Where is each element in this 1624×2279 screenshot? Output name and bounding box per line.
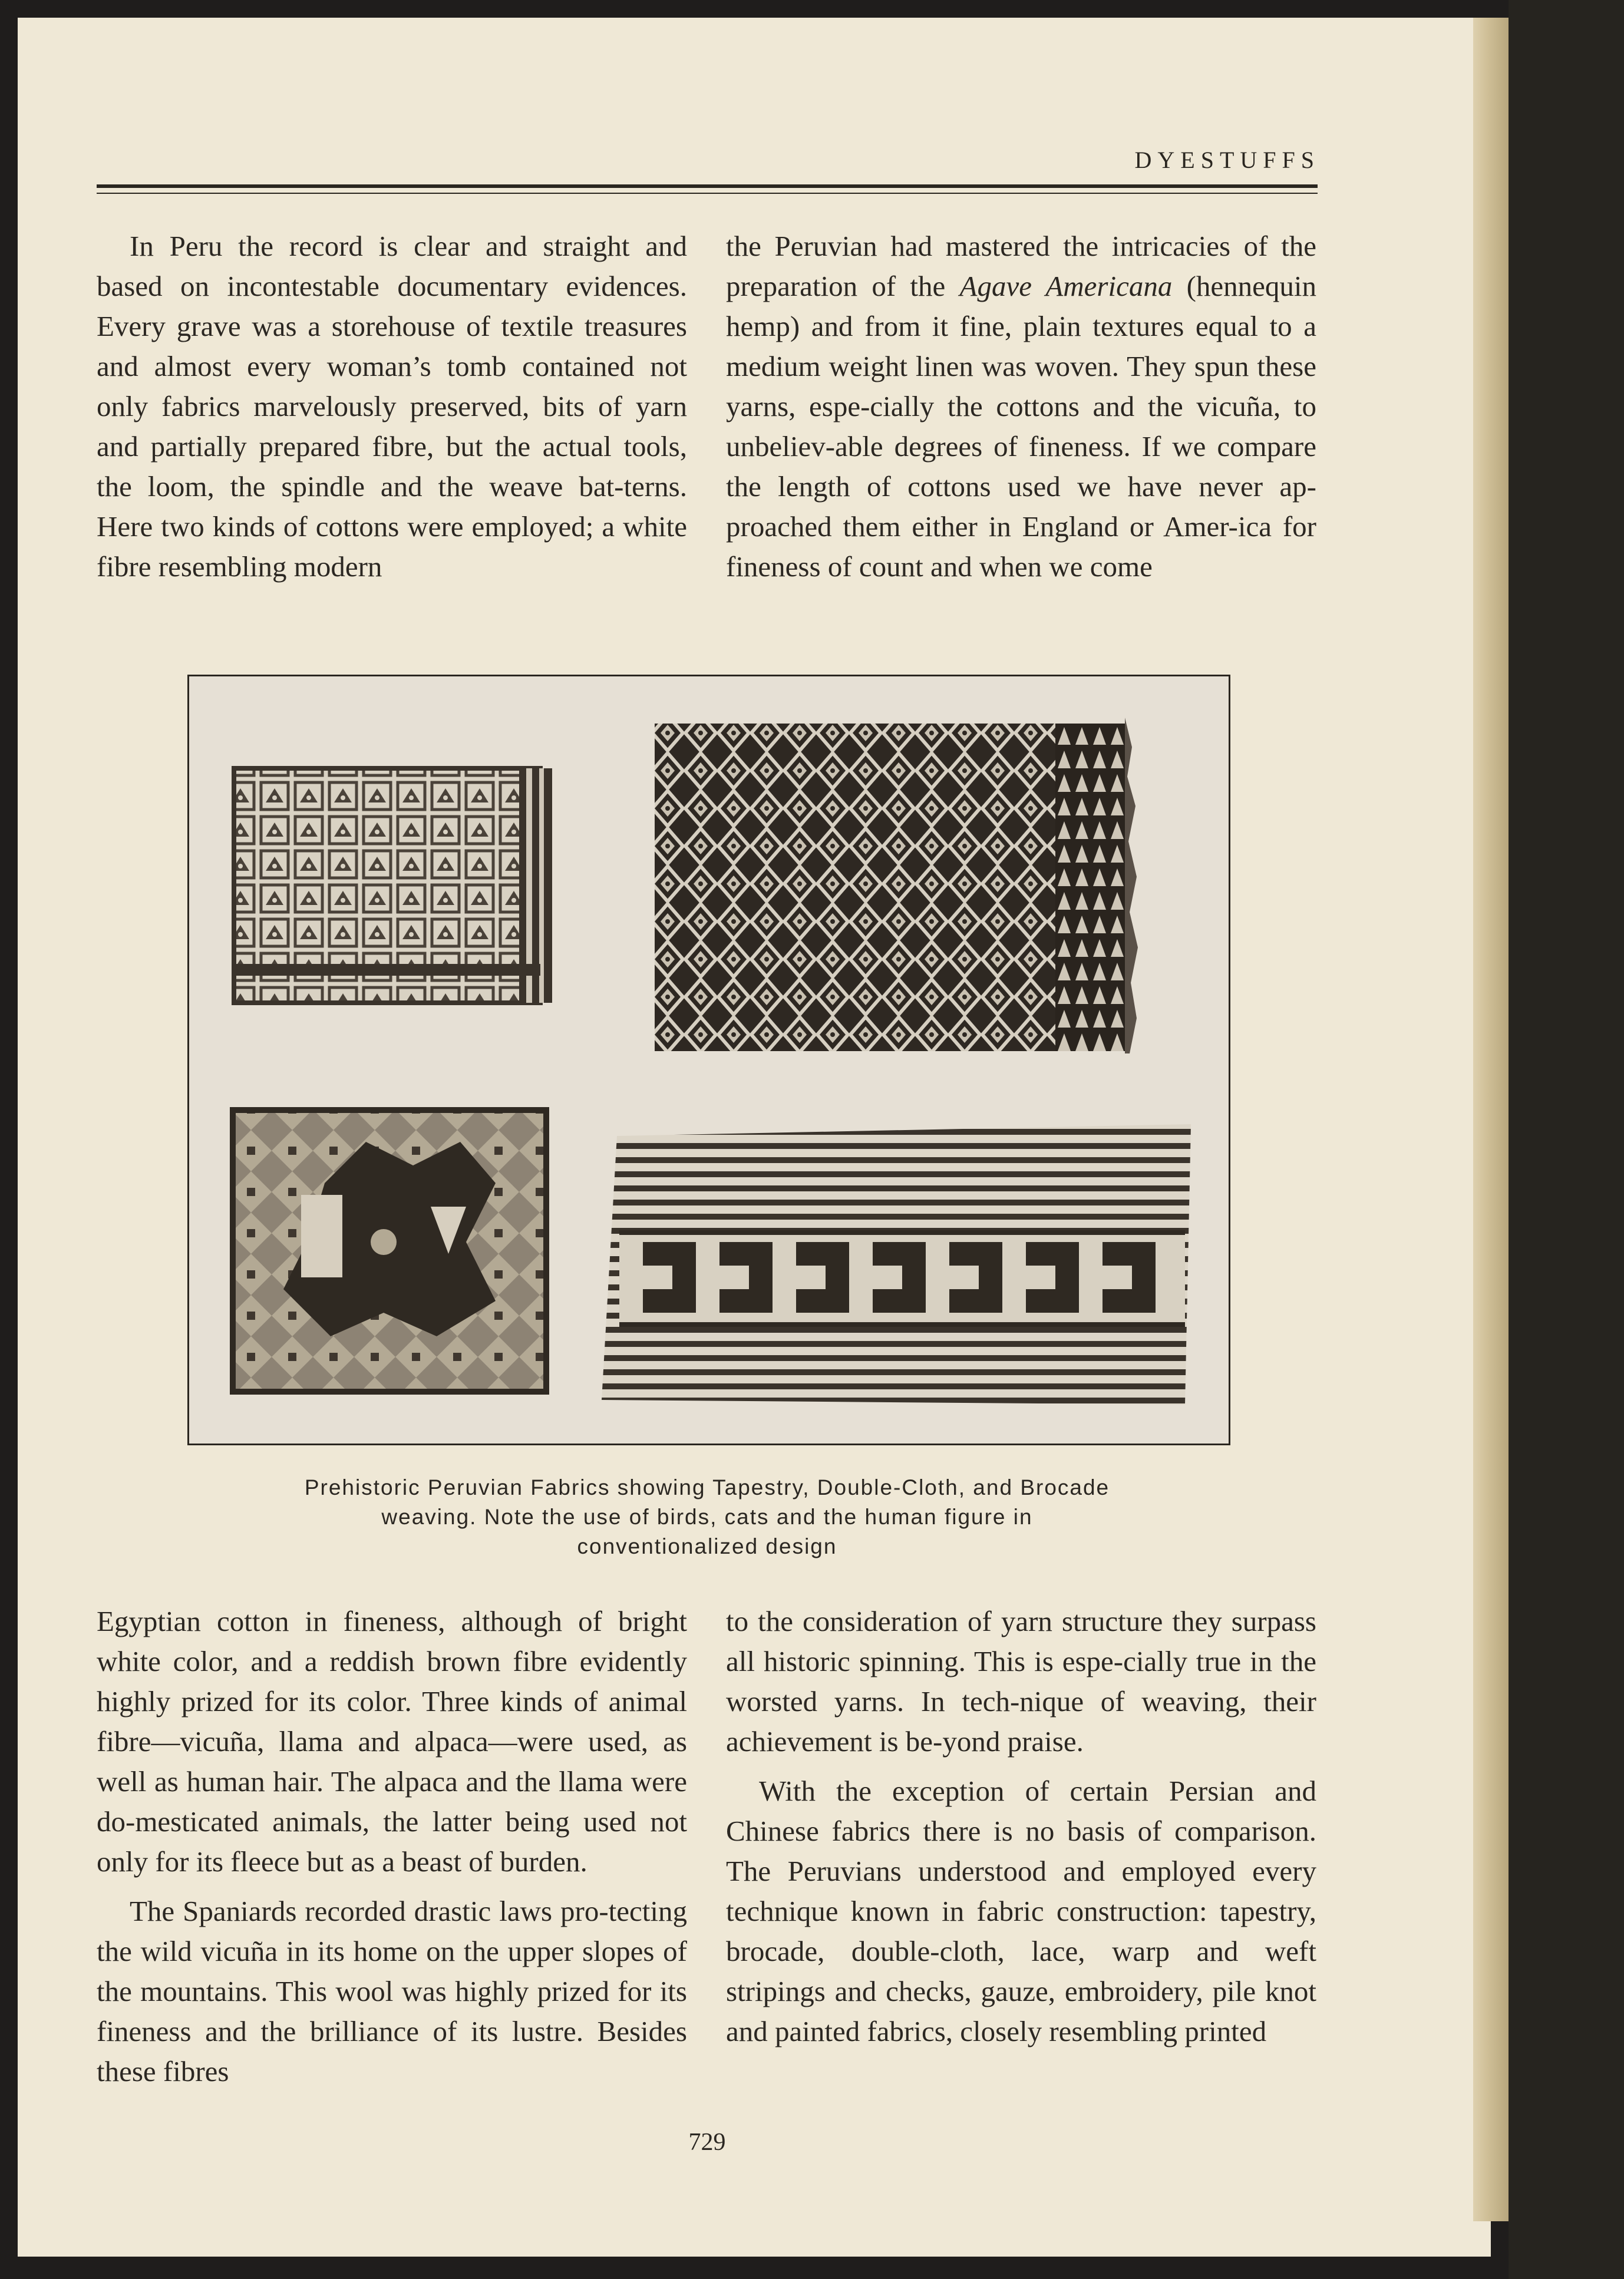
paragraph	[726, 226, 1316, 587]
paragraph: The Spaniards recorded drastic laws pro-tecting the wild vicuña in its home on the upper slopes of the mountains. This wool was highly prized for its fineness and the brilliance of its lustre. Besides these fibres	[97, 1895, 687, 2088]
italic-term: Agave Americana	[959, 270, 1173, 302]
column-top-right	[726, 226, 1316, 587]
fabric-striped-meander	[602, 1124, 1191, 1405]
figure-caption	[187, 1473, 1227, 1561]
column-bottom-left	[97, 1601, 687, 2092]
fabric-tapestry-figure	[233, 1110, 546, 1392]
figure-photograph	[187, 675, 1230, 1445]
header-rule	[97, 184, 1318, 188]
paragraph: In Peru the record is clear and straight and based on incontestable documentary evidences. Every grave was a storehouse of textile treasures and almost every woman’s tomb contained not only fabrics marvelously preserved, bits of yarn and partially prepared fibre, but the actual tools, the loom, the spindle and the weave bat-terns. Here two kinds of cottons were employed; a white fibre resembling modern	[97, 230, 687, 583]
fabric-brocade-grid	[234, 768, 552, 1003]
column-top-left	[97, 226, 687, 587]
book-page	[18, 18, 1491, 2257]
column-bottom-right	[726, 1601, 1316, 2052]
caption-line: Prehistoric Peruvian Fabrics showing Tapestry, Double-Cloth, and Brocade	[304, 1475, 1110, 1499]
header-rule-thin	[97, 193, 1318, 194]
page-edge	[1473, 18, 1509, 2221]
fabric-double-cloth-diamond	[655, 718, 1138, 1053]
paragraph: With the exception of certain Persian and Chinese fabrics there is no basis of comparison. The Peruvians understood and employed every technique known in fabric construction: tapestry, brocade, double-cloth, lace, warp and weft stripings and checks, gauze, embroidery, pile knot and painted fabrics, closely resembling printed	[726, 1775, 1316, 2047]
running-head: DYESTUFFS	[1134, 147, 1320, 173]
text-run: (hennequin hemp) and from it fine, plain textures equal to a medium weight linen was woven. They spun these yarns, espe-cially the cottons and the vicuña, to unbeliev-able degrees of fineness. If we compare the length of cottons used we have never ap-proached them either in England or Amer-ica for fineness of count and when we come	[726, 270, 1317, 583]
book-cover-board	[1509, 0, 1624, 2279]
paragraph: to the consideration of yarn structure they surpass all historic spinning. This is espe-cially true in the worsted yarns. In tech-nique of weaving, their achievement is be-yond praise.	[726, 1605, 1316, 1758]
caption-line: conventionalized design	[577, 1534, 837, 1558]
peruvian-fabrics-photo	[189, 676, 1229, 1444]
page-number: 729	[688, 2129, 726, 2156]
text-run: the Peruvian had mastered the intricacies of the preparation of the	[726, 230, 1316, 302]
paragraph: Egyptian cotton in fineness, although of bright white color, and a reddish brown fibre evidently highly prized for its color. Three kinds of animal fibre—vicuña, llama and alpaca—were used, as well as human hair. The alpaca and the llama were do-mesticated animals, the latter being used not only for its fleece but as a beast of burden.	[97, 1605, 687, 1878]
caption-line: weaving. Note the use of birds, cats and the human figure in	[381, 1505, 1033, 1529]
